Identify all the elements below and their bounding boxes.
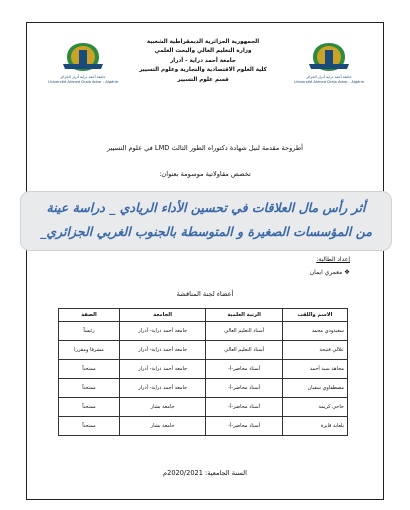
logo-right-caption: جامعة أحمد دراية أدرار الجزائر: [306, 75, 352, 79]
thesis-statement: أطروحة مقدمة لنيل شهادة دكتوراه الطور الثالث LMD في علوم التسيير: [107, 144, 303, 152]
column-header-role: الصفة: [59, 309, 120, 322]
member-role: ممتحناً: [59, 360, 120, 379]
member-name: بلعابد فايزة: [282, 417, 347, 436]
member-name: مجاهد سيد أحمد: [282, 360, 347, 379]
member-role: ممتحناً: [59, 398, 120, 417]
table-row: [59, 322, 348, 341]
logo-left-caption: جامعة أحمد دراية أدرار الجزائر: [60, 75, 106, 79]
table-row: [59, 341, 348, 360]
student-name-row: [260, 268, 350, 276]
member-university: جامعة بشار: [119, 417, 205, 436]
committee-table: [58, 308, 348, 436]
member-university: جامعة أحمد دراية- أدرار: [119, 360, 205, 379]
member-university: جامعة أحمد دراية- أدرار: [119, 341, 205, 360]
table-row: [59, 417, 348, 436]
header-line: الجمهورية الجزائرية الديمقراطية الشعبية: [146, 39, 260, 45]
student-name: معمري ايمان: [309, 269, 343, 276]
member-university: جامعة بشار: [119, 398, 205, 417]
member-name: علالي فتيحة: [282, 341, 347, 360]
member-name: مصطفاوي سفيان: [282, 379, 347, 398]
header-line: وزارة التعليم العالي والبحث العلمي: [154, 48, 252, 55]
logo-right-caption-latin: Université Ahmed Draia Adrar - Algérie: [293, 80, 365, 84]
header-line: كلية العلوم الاقتصادية والتجارية وعلوم التسيير: [139, 67, 267, 74]
academic-year: السنة الجامعية: 2020/2021م: [163, 469, 247, 477]
table-row: [59, 379, 348, 398]
institution-header: [100, 38, 306, 85]
member-rank: أستاذ محاضر-أ-: [206, 398, 282, 417]
table-header-row: [59, 309, 348, 322]
member-name: حاجي كريمة: [282, 398, 347, 417]
university-emblem-icon: [307, 40, 351, 74]
table-row: [59, 398, 348, 417]
header-line: جامعة أحمد دراية - أدرار: [170, 57, 236, 64]
university-logo-right: [293, 40, 365, 88]
member-rank: أستاذ محاضر-أ-: [206, 417, 282, 436]
member-name: سعيدودي محمد: [282, 322, 347, 341]
column-header-rank: الرتبة العلمية: [206, 309, 282, 322]
logo-left-caption-latin: Université Ahmed Draia Adrar - Algérie: [47, 80, 119, 84]
member-role: ممتحناً: [59, 417, 120, 436]
thesis-title-box: [20, 191, 392, 251]
star-bullet-icon: ❖: [344, 268, 350, 276]
member-university: جامعة أحمد دراية- أدرار: [119, 322, 205, 341]
member-rank: أستاذ محاضر-أ-: [206, 360, 282, 379]
member-rank: أستاذ التعليم العالي: [206, 341, 282, 360]
column-header-university: الجامعة: [119, 309, 205, 322]
committee-table-wrapper: [58, 308, 348, 436]
member-role: رئيساً: [59, 322, 120, 341]
column-header-name: الاسم واللقب: [282, 309, 347, 322]
header-line: قسم علوم التسيير: [177, 76, 229, 83]
thesis-title-line-2: من المؤسسات الصغيرة و المتوسطة بالجنوب الغربي الجزائري_: [40, 224, 372, 239]
member-rank: أستاذ محاضر-أ-: [206, 379, 282, 398]
table-row: [59, 360, 348, 379]
member-role: مشرفا ومقررا: [59, 341, 120, 360]
thesis-title-line-1: أثر رأس مال العلاقات في تحسين الأداء الريادي _ دراسة عينة: [46, 200, 366, 215]
member-role: ممتحناً: [59, 379, 120, 398]
prepared-by-label: إعداد الطالبة:: [316, 256, 350, 263]
member-university: جامعة أحمد دراية- أدرار: [119, 379, 205, 398]
committee-title: أعضاء لجنة المناقشة: [176, 290, 234, 298]
specialization-line: تخصص مقاولاتية موسومة بعنوان:: [159, 170, 251, 178]
university-emblem-icon: [61, 40, 105, 74]
member-rank: أستاذ التعليم العالي: [206, 322, 282, 341]
